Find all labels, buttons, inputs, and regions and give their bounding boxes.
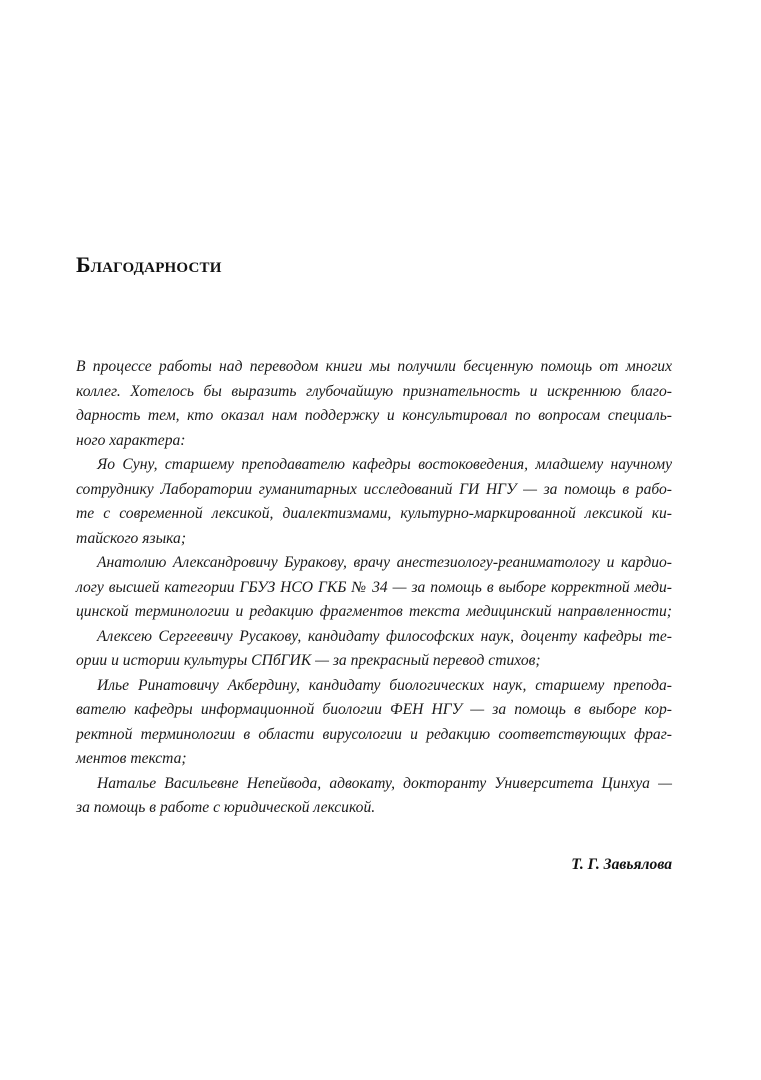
author-signature: Т. Г. Завьялова (571, 856, 672, 873)
text-line: ментов текста; (76, 750, 187, 767)
text-line: Алексею Сергеевичу Русакову, кандидату философских наук, доценту кафедры те- (97, 627, 672, 645)
text-line: Яо Суну, старшему преподавателю кафедры востоковедения, младшему научному (97, 456, 672, 473)
text-line: логу высшей категории ГБУЗ НСО ГКБ № 34 — за помощь в выборе корректной меди- (76, 578, 672, 596)
text-line: цинской терминологии и редакцию фрагментов текста медицинский направленности; (76, 603, 672, 620)
text-line: ректной терминологии в области вирусологии и редакцию соответствующих фраг- (76, 725, 672, 743)
text-line: сотруднику Лаборатории гуманитарных исследований ГИ НГУ — за помощь в рабо- (76, 480, 672, 498)
text-line: те с современной лексикой, диалектизмами, культурно-маркированной лексикой ки- (76, 505, 672, 522)
text-line: ории и истории культуры СПбГИК — за прекрасный перевод стихов; (76, 652, 541, 669)
text-line: вателю кафедры информационной биологии ФЕН НГУ — за помощь в выборе кор- (76, 701, 672, 718)
text-line: за помощь в работе с юридической лексикой. (76, 799, 376, 816)
text-line: дарность тем, кто оказал нам поддержку и консультировал по вопросам специаль- (76, 407, 672, 424)
text-line: Илье Ринатовичу Акбердину, кандидату биологических наук, старшему препода- (97, 676, 672, 694)
acknowledgements-body (76, 355, 672, 821)
text-line: Анатолию Александровичу Буракову, врачу анестезиологу-реаниматологу и кардио- (97, 554, 672, 571)
text-line: В процессе работы над переводом книги мы получили бесценную помощь от многих (76, 358, 672, 375)
text-line: коллег. Хотелось бы выразить глубочайшую признательность и искреннюю благо- (76, 382, 672, 400)
text-line: ного характера: (76, 431, 186, 449)
text-line: Наталье Васильевне Непейвода, адвокату, докторанту Университета Цинхуа — (97, 774, 672, 792)
text-line: тайского языка; (76, 529, 187, 547)
page-title: Благодарности (76, 252, 222, 277)
